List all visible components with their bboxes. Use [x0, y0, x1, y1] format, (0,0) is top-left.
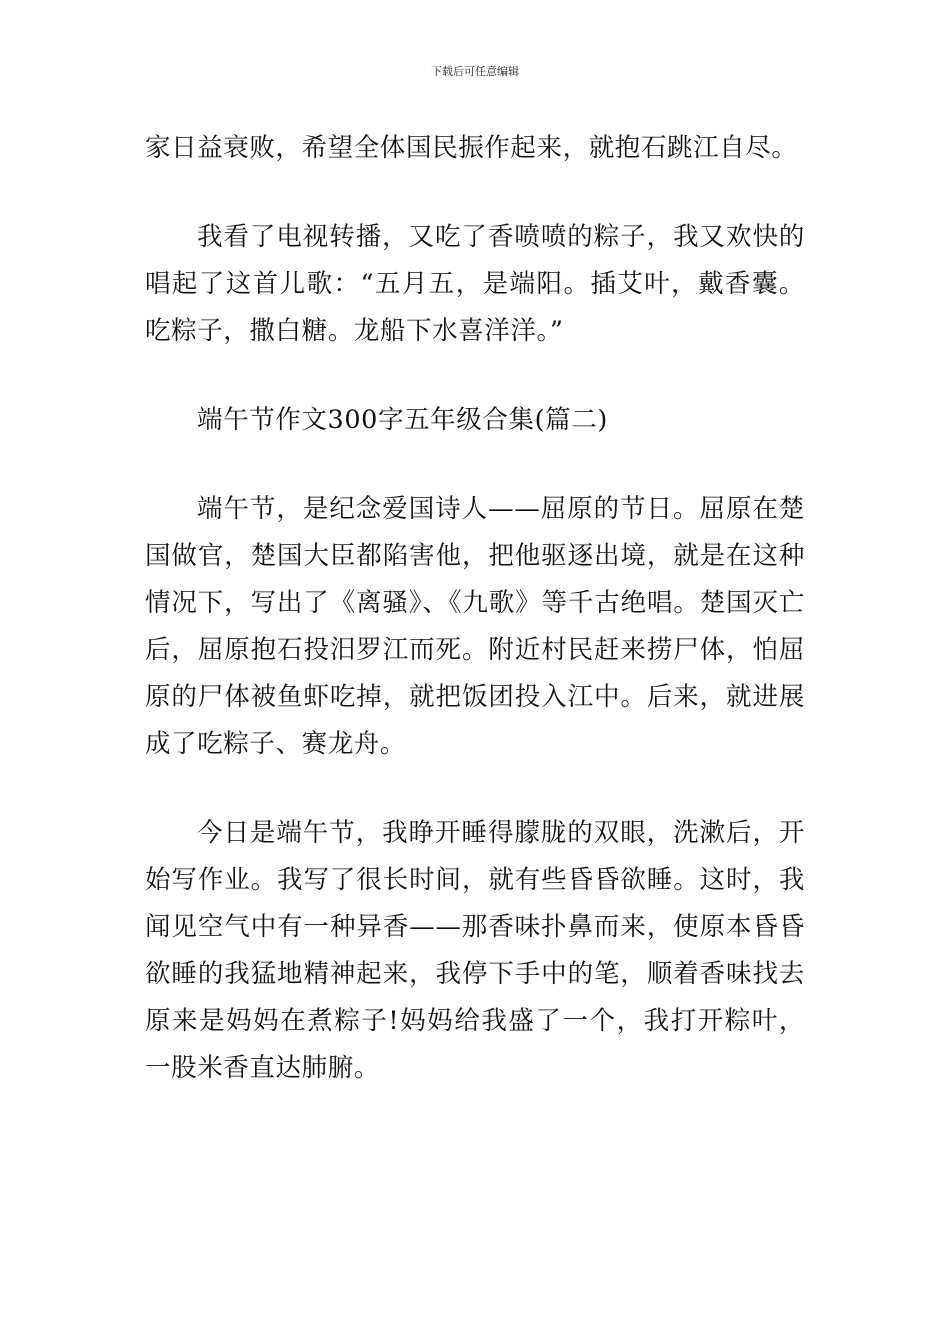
- paragraph-continuation: 家日益衰败，希望全体国民振作起来，就抱石跳江自尽。: [145, 133, 798, 163]
- paragraph-zongzi: 今日是端午节，我睁开睡得朦胧的双眼，洗漱后，开始写作业。我写了很长时间，就有些昏昏欲睡。这时，我闻见空气中有一种异香——那香味扑鼻而来，使原本昏昏欲睡的我猛地精神起来，我停下手中的笔，顺着香味找去原来是妈妈在煮粽子!妈妈给我盛了一个，我打开粽叶，一股米香直达肺腑。: [145, 818, 805, 1083]
- paragraph-gap: [145, 768, 805, 810]
- paragraph-song: 我看了电视转播，又吃了香喷喷的粽子，我又欢快的唱起了这首儿歌：“五月五，是端阳。插艾叶，戴香囊。吃粽子，撒白糖。龙船下水喜洋洋。”: [145, 222, 805, 346]
- paragraph-gap: [145, 355, 805, 397]
- page-header: 下载后可任意编辑: [431, 65, 519, 78]
- section-title: 端午节作文300字五年级合集(篇二): [197, 405, 608, 435]
- paragraph-gap: [145, 444, 805, 486]
- paragraph-quyuan: 端午节，是纪念爱国诗人——屈原的节日。屈原在楚国做官，楚国大臣都陷害他，把他驱逐出境，就是在这种情况下，写出了《离骚》、《九歌》等千古绝唱。楚国灭亡后，屈原抱石投汨罗江而死。附近村民赶来捞尸体，怕屈原的尸体被鱼虾吃掉，就把饭团投入江中。后来，就进展成了吃粽子、赛龙舟。: [145, 494, 805, 759]
- document-body: [145, 125, 805, 1092]
- paragraph-gap: [145, 172, 805, 214]
